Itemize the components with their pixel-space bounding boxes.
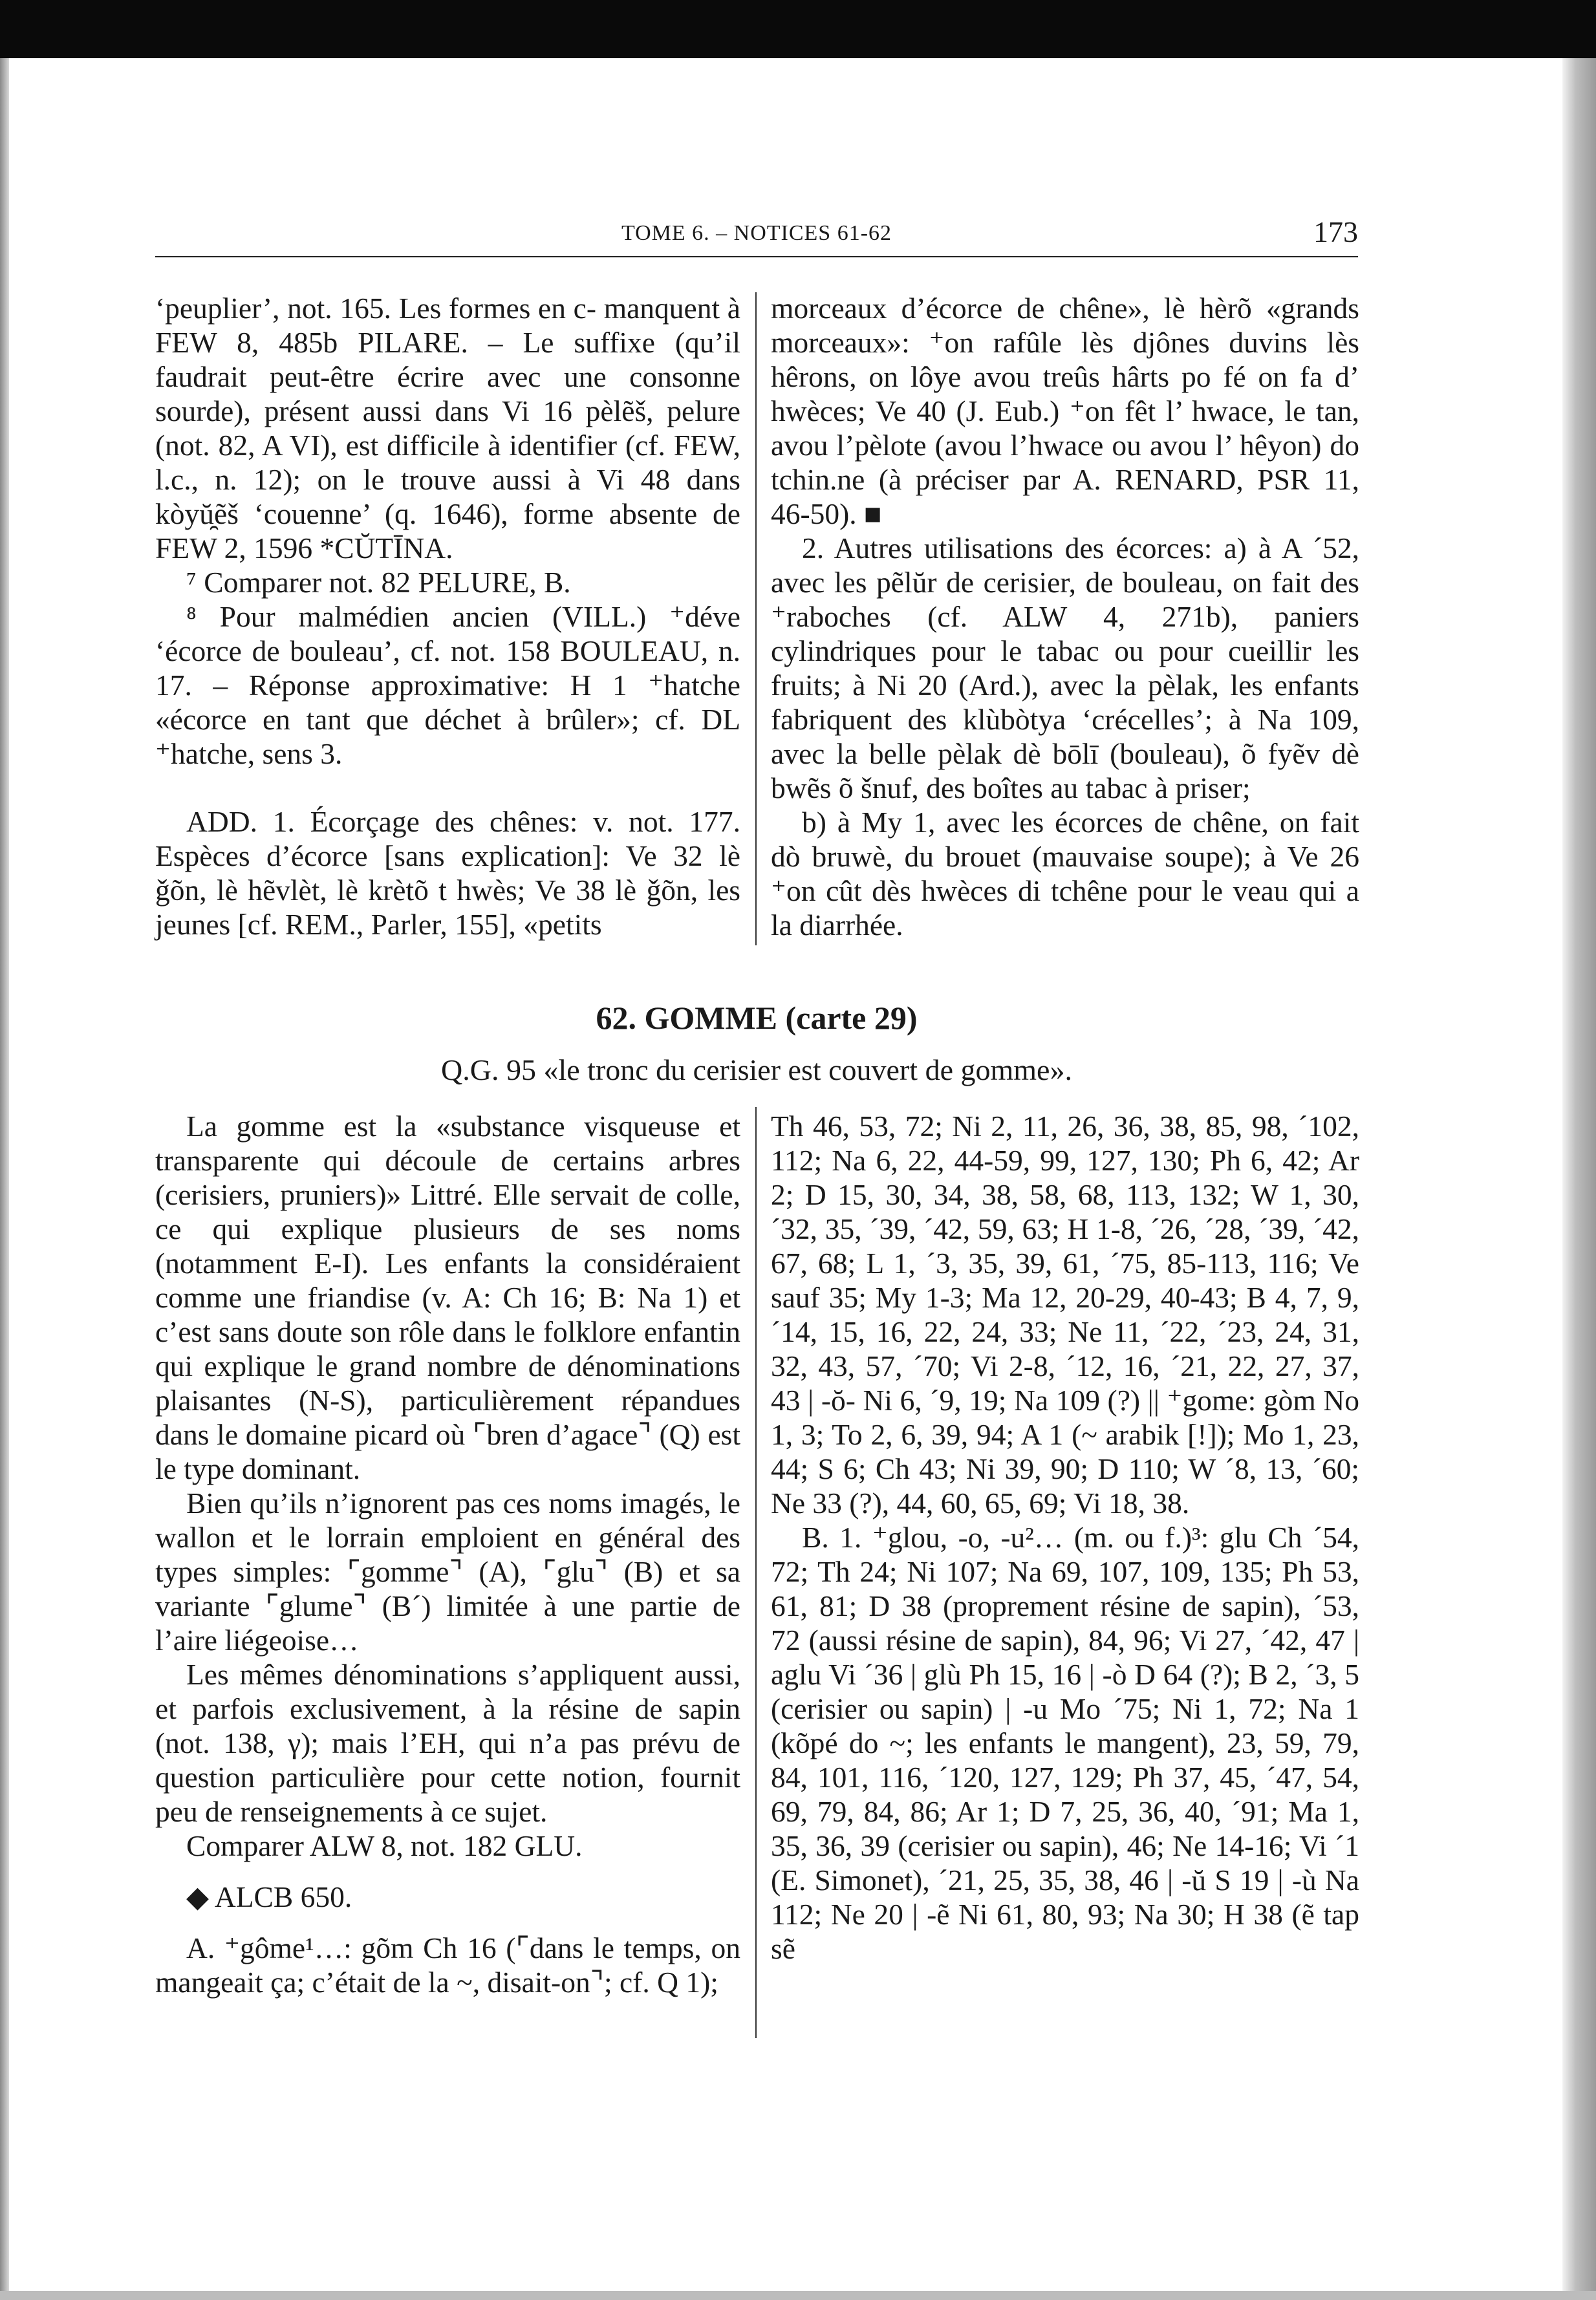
scan-top-border	[0, 0, 1596, 58]
running-head	[155, 215, 1358, 260]
column-divider-bottom	[755, 1107, 757, 2038]
footnote-8: ⁸ Pour malmédien ancien (VILL.) ⁺déve ‘écorce de bouleau’, cf. not. 158 BOULEAU, n. 17. – Réponse approximative: H 1 ⁺hatche «écorce en tant que déchet à brûler»; cf. DL ⁺hatche, sens 3.	[155, 600, 740, 770]
footnote-7: ⁷ Comparer not. 82 PELURE, B.	[186, 566, 571, 599]
running-title: TOME 6. – NOTICES 61-62	[621, 221, 892, 245]
page-number: 173	[1313, 215, 1358, 248]
paragraph: La gomme est la «substance visqueuse et transparente qui découle de certains arbres (cerisiers, pruniers)» Littré. Elle servait de colle, ce qui explique plusieurs de ses noms (notamment E-I). Les enfants la considéraient comme une friandise (v. A: Ch 16; B: Na 1) et c’est sans doute son rôle dans le folklore enfantin qui explique le grand nombre de dénominations plaisantes (N-S), particulièrement répandues dans le domaine picard où ⌜bren d’agace⌝ (Q) est le type dominant.	[155, 1110, 740, 1485]
top-left-column	[155, 291, 740, 941]
section-heading: 62. GOMME (carte 29)	[596, 1000, 918, 1036]
scan-bottom-edge	[0, 2291, 1596, 2300]
spacer	[155, 1863, 740, 1880]
header-rule	[155, 256, 1358, 257]
top-right-column	[771, 291, 1359, 942]
paragraph: 2. Autres utilisations des écorces: a) à A ´52, avec les pẽlŭr de cerisier, de bouleau, on fait des ⁺raboches (cf. ALW 4, 271b), paniers cylindriques pour le tabac ou pour cueillir les fruits; à Ni 20 (Ard.), avec la pèlak, les enfants fabriquent des klùbòtya ‘crécelles’; à Na 109, avec la belle pèlak dè bōlī (bouleau), õ fyẽv dè bwẽs õ šnuf, des boîtes au tabac à priser;	[771, 532, 1359, 804]
scan-right-edge	[1562, 58, 1596, 2300]
paragraph: B. 1. ⁺glou, -o, -u²… (m. ou f.)³: glu Ch ´54, 72; Th 24; Ni 107; Na 69, 107, 109, 135; Ph 53, 61, 81; D 38 (proprement résine de sapin), ´53, 72 (aussi résine de sapin), 84, 96; Vi 27, ´42, 47 | aglu Vi ´36 | glù Ph 15, 16 | -ò D 64 (?); B 2, ´3, 5 (cerisier ou sapin) | -u Mo ´75; Ni 1, 72; Na 1 (kõpé do ~; les enfants le mangent), 23, 59, 79, 84, 101, 116, ´120, 127, 129; Ph 37, 45, ´47, 54, 69, 79, 84, 86; Ar 1; D 7, 25, 36, 40, ´91; Ma 1, 35, 36, 39 (cerisier ou sapin), 46; Ne 14-16; Vi ´1 (E. Simonet), ´21, 25, 35, 38, 46 | -ŭ S 19 | -ù Na 112; Ne 20 | -ẽ Ni 61, 80, 93; Na 30; H 38 (ẽ tap sẽ	[771, 1521, 1359, 1965]
paragraph: ‘peuplier’, not. 165. Les formes en c- manquent à FEW 8, 485b PILARE. – Le suffixe (qu’il faudrait peut-être écrire avec une consonne sourde), présent aussi dans Vi 16 pèlẽš, pelure (not. 82, A VI), est difficile à identifier (cf. FEW, l.c., n. 12); on le trouve aussi à Vi 48 dans kòyŭ̯ẽš ‘couenne’ (q. 1646), forme absente de FEW 2, 1596 *CŬTĪNA.	[155, 292, 740, 564]
scan-left-edge	[0, 58, 9, 2300]
reference-line: ◆ ALCB 650.	[186, 1880, 352, 1913]
paragraph: ADD. 1. Écorçage des chênes: v. not. 177. Espèces d’écorce [sans explication]: Ve 32 lè ǧõn, lè hẽvlèt, lè krètõ t hwès; Ve 38 lè ǧõn, les jeunes [cf. REM., Parler, 155], «petits	[155, 805, 740, 941]
column-divider-top	[755, 292, 757, 945]
spacer	[155, 1914, 740, 1931]
paragraph: Th 46, 53, 72; Ni 2, 11, 26, 36, 38, 85, 98, ´102, 112; Na 6, 22, 44-59, 99, 127, 130; Ph 6, 42; Ar 2; D 15, 30, 34, 38, 58, 68, 113, 132; W 1, 30, ´32, 35, ´39, ´42, 59, 63; H 1-8, ´26, ´28, ´39, ´42, 67, 68; L 1, ´3, 35, 39, 61, ´75, 85-113, 116; Ve sauf 35; My 1-3; Ma 12, 20-29, 40-43; B 4, 7, 9, ´14, 15, 16, 22, 24, 33; Ne 11, ´22, ´23, 24, 31, 32, 43, 57, ´70; Vi 2-8, ´12, 16, ´21, 22, 27, 37, 43 | -ŏ- Ni 6, ´9, 19; Na 109 (?) || ⁺gome: gòm No 1, 3; To 2, 6, 39, 94; A 1 (~ arabik [!]); Mo 1, 23, 44; S 6; Ch 43; Ni 39, 90; D 110; W ´8, 13, ´60; Ne 33 (?), 44, 60, 65, 69; Vi 18, 38.	[771, 1110, 1359, 1520]
paragraph: morceaux d’écorce de chêne», lè hèrõ «grands morceaux»: ⁺on rafûle lès djônes duvins lès hêrons, on lôye avou treûs hârts po fé on fa d’ hwèces; Ve 40 (J. Eub.) ⁺on fêt l’ hwace, le tan, avou l’pèlote (avou l’hwace ou avou l’ hêyon) do tchin.ne (à préciser par A. RENARD, PSR 11, 46-50). ■	[771, 292, 1359, 530]
paragraph: Comparer ALW 8, not. 182 GLU.	[186, 1829, 583, 1862]
paragraph: b) à My 1, avec les écorces de chêne, on fait dò bruwè, du brouet (mauvaise soupe); à Ve 26 ⁺on cût dès hwèces di tchêne pour le veau qui a la diarrhée.	[771, 806, 1359, 941]
paragraph: Bien qu’ils n’ignorent pas ces noms imagés, le wallon et le lorrain emploient en général des types simples: ⌜gomme⌝ (A), ⌜glu⌝ (B) et sa variante ⌜glume⌝ (B´) limitée à une partie de l’aire liégeoise…	[155, 1487, 740, 1657]
paragraph: A. ⁺gôme¹…: gõm Ch 16 (⌜dans le temps, on mangeait ça; c’était de la ~, disait-on⌝; cf. Q 1);	[155, 1931, 740, 1999]
section-question: Q.G. 95 «le tronc du cerisier est couvert de gomme».	[441, 1053, 1072, 1086]
spacer	[155, 771, 740, 804]
bottom-left-column	[155, 1109, 740, 1999]
bottom-right-column	[771, 1109, 1359, 1966]
paragraph: Les mêmes dénominations s’appliquent aussi, et parfois exclusivement, à la résine de sapin (not. 138, γ); mais l’EH, qui n’a pas prévu de question particulière pour cette notion, fournit peu de renseignements à ce sujet.	[155, 1658, 740, 1828]
